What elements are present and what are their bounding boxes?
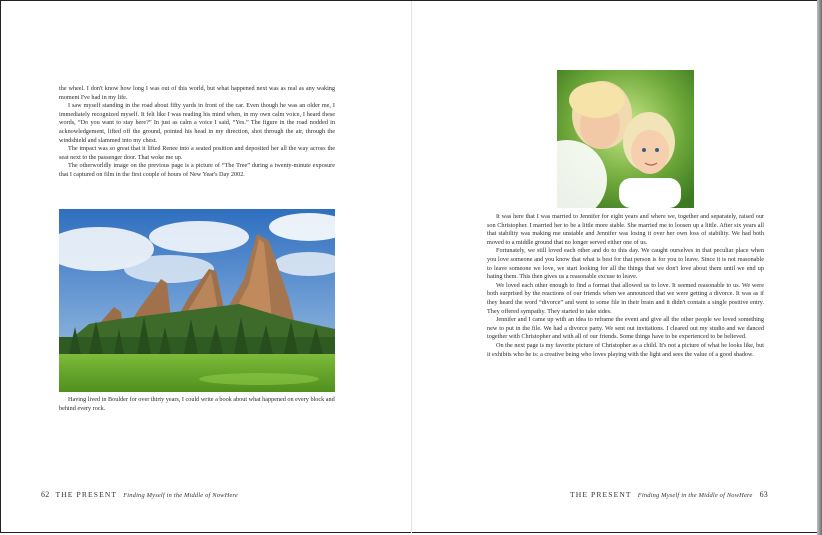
- left-book-title: Finding Myself in the Middle of NowHere: [123, 492, 238, 499]
- window-edge: [817, 0, 822, 535]
- left-page-number: 62: [41, 490, 50, 499]
- left-page-body: [59, 85, 335, 180]
- right-paragraph-3: We loved each other enough to find a format that allowed us to love. It seemed reasonable to us. We were both surprised by the reactions of our friends when we announced that we were getting a divorce. It was as if they heard the word “divorce” and went to some file in their brain and it didn't contain a single positive entry. They offered sympathy. They started to take sides.: [487, 281, 764, 315]
- caption-text: Having lived in Boulder for over thirty years, I could write a book about what happened on every block and behind every rock.: [59, 396, 335, 412]
- left-paragraph-2: I saw myself standing in the road about fifty yards in front of the car. Even though he was an older me, I immediately recognized myself. It felt like I was reading his mind when, in my own calm voice, I heard these words, “Do you want to stay here?” In just as calm a voice I said, “Yes.” The figure in the road nodded in acknowledgement, lifted off the ground, pointed his head in my direction, shot through the air, through the windshield and slammed into my chest.: [59, 102, 335, 144]
- left-page-footer: [41, 490, 238, 499]
- left-photo-caption: [59, 396, 335, 413]
- right-page-footer: [570, 490, 768, 499]
- right-book-title: Finding Myself in the Middle of NowHere: [637, 492, 753, 499]
- right-paragraph-1: It was here that I was married to Jennifer for eight years and where we, together and separately, raised our son Christopher. I married her to be a little more stable. She married me to loosen up a little. After six years all that stability was making me unstable and Jennifer was losing it over her own loss of stability. We had both moved to a middle ground that no longer served either one of us.: [487, 213, 764, 246]
- left-paragraph-4: The otherworldly image on the previous page is a picture of “The Tree” during a twenty-minute exposure that I captured on film in the first couple of hours of New Year's Day 2002.: [59, 162, 335, 178]
- left-section-title: THE PRESENT: [55, 490, 118, 499]
- right-paragraph-2: Fortunately, we still loved each other and do to this day. We caught ourselves in that peculiar place when you love someone and you know that what is best for that person is for you to leave. Since it is not reasonable to leave someone we love, we start looking for all the things that we don't love about them until we end up hating them. This then gives us a reasonable excuse to leave.: [487, 247, 764, 281]
- mother-child-photo: [557, 70, 694, 208]
- right-section-title: THE PRESENT: [570, 490, 632, 499]
- right-paragraph-4: Jennifer and I came up with an idea to reframe the event and give all the other people we loved something new to put in the file. We had a divorce party. We sent out invitations. I cleared out my studio and we danced together with Christopher and with all of our friends. Some things have to be experienced to be believed.: [487, 316, 764, 341]
- left-paragraph-1: the wheel. I don't know how long I was out of this world, but what happened next was as real as any waking moment I've had in my life.: [59, 85, 335, 101]
- left-paragraph-3: The impact was so great that it lifted Renee into a seated position and deposited her all the way across the seat next to the passenger door. That woke me up.: [59, 145, 335, 161]
- right-page-body: [487, 213, 764, 359]
- mother-and-child-portrait-photo-icon: [557, 70, 694, 208]
- right-paragraph-5: On the next page is my favorite picture of Christopher as a child. It's not a picture of what he looks like, but it exhibits who he is: a creative being who loves playing with the light and sees the value of a good shadow.: [487, 341, 764, 358]
- flatirons-photo: [59, 209, 335, 392]
- flatirons-landscape-photo-icon: [59, 209, 335, 392]
- right-page-number: 63: [759, 490, 768, 499]
- spine-divider: [411, 1, 412, 533]
